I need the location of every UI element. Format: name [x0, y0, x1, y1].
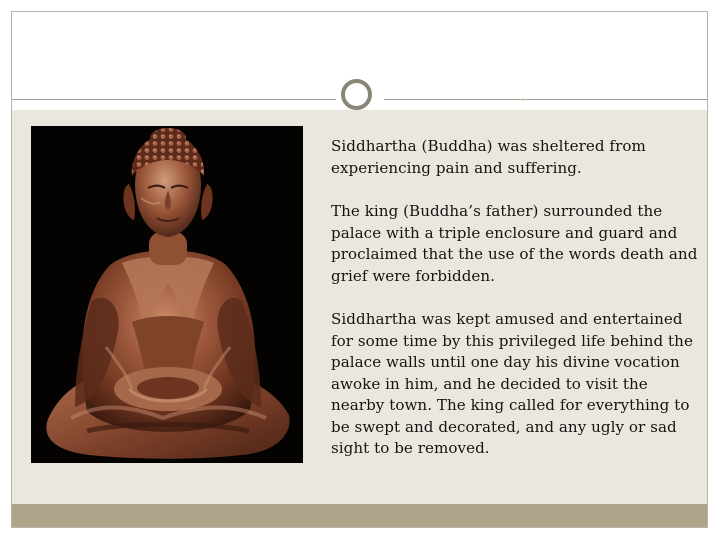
- paragraph-sheltered: Siddhartha (Buddha) was sheltered from experiencing pain and suffering.: [331, 137, 646, 177]
- slide-body-text: [331, 136, 704, 482]
- circle-ornament: [341, 79, 372, 110]
- paragraph-king-enclosure: The king (Buddha’s father) surrounded the palace with a triple enclosure and guard and proclaimed that the use of the words death and grief were forbidden.: [331, 202, 698, 285]
- header-divider-right: [384, 99, 707, 100]
- paragraph-divine-vocation: Siddhartha was kept amused and entertained for some time by this privileged life behind the palace walls until one day his divine vocation awoke in him, and he decided to visit the nearby town. The king called for everything to be swept and decorated, and any ugly or sad sight to be removed.: [331, 310, 693, 457]
- header-divider-left: [12, 99, 336, 100]
- buddha-statue-image: [31, 126, 303, 463]
- footer-bar: [12, 504, 707, 527]
- buddha-statue-illustration: [31, 126, 303, 463]
- divider-tick: [522, 98, 524, 101]
